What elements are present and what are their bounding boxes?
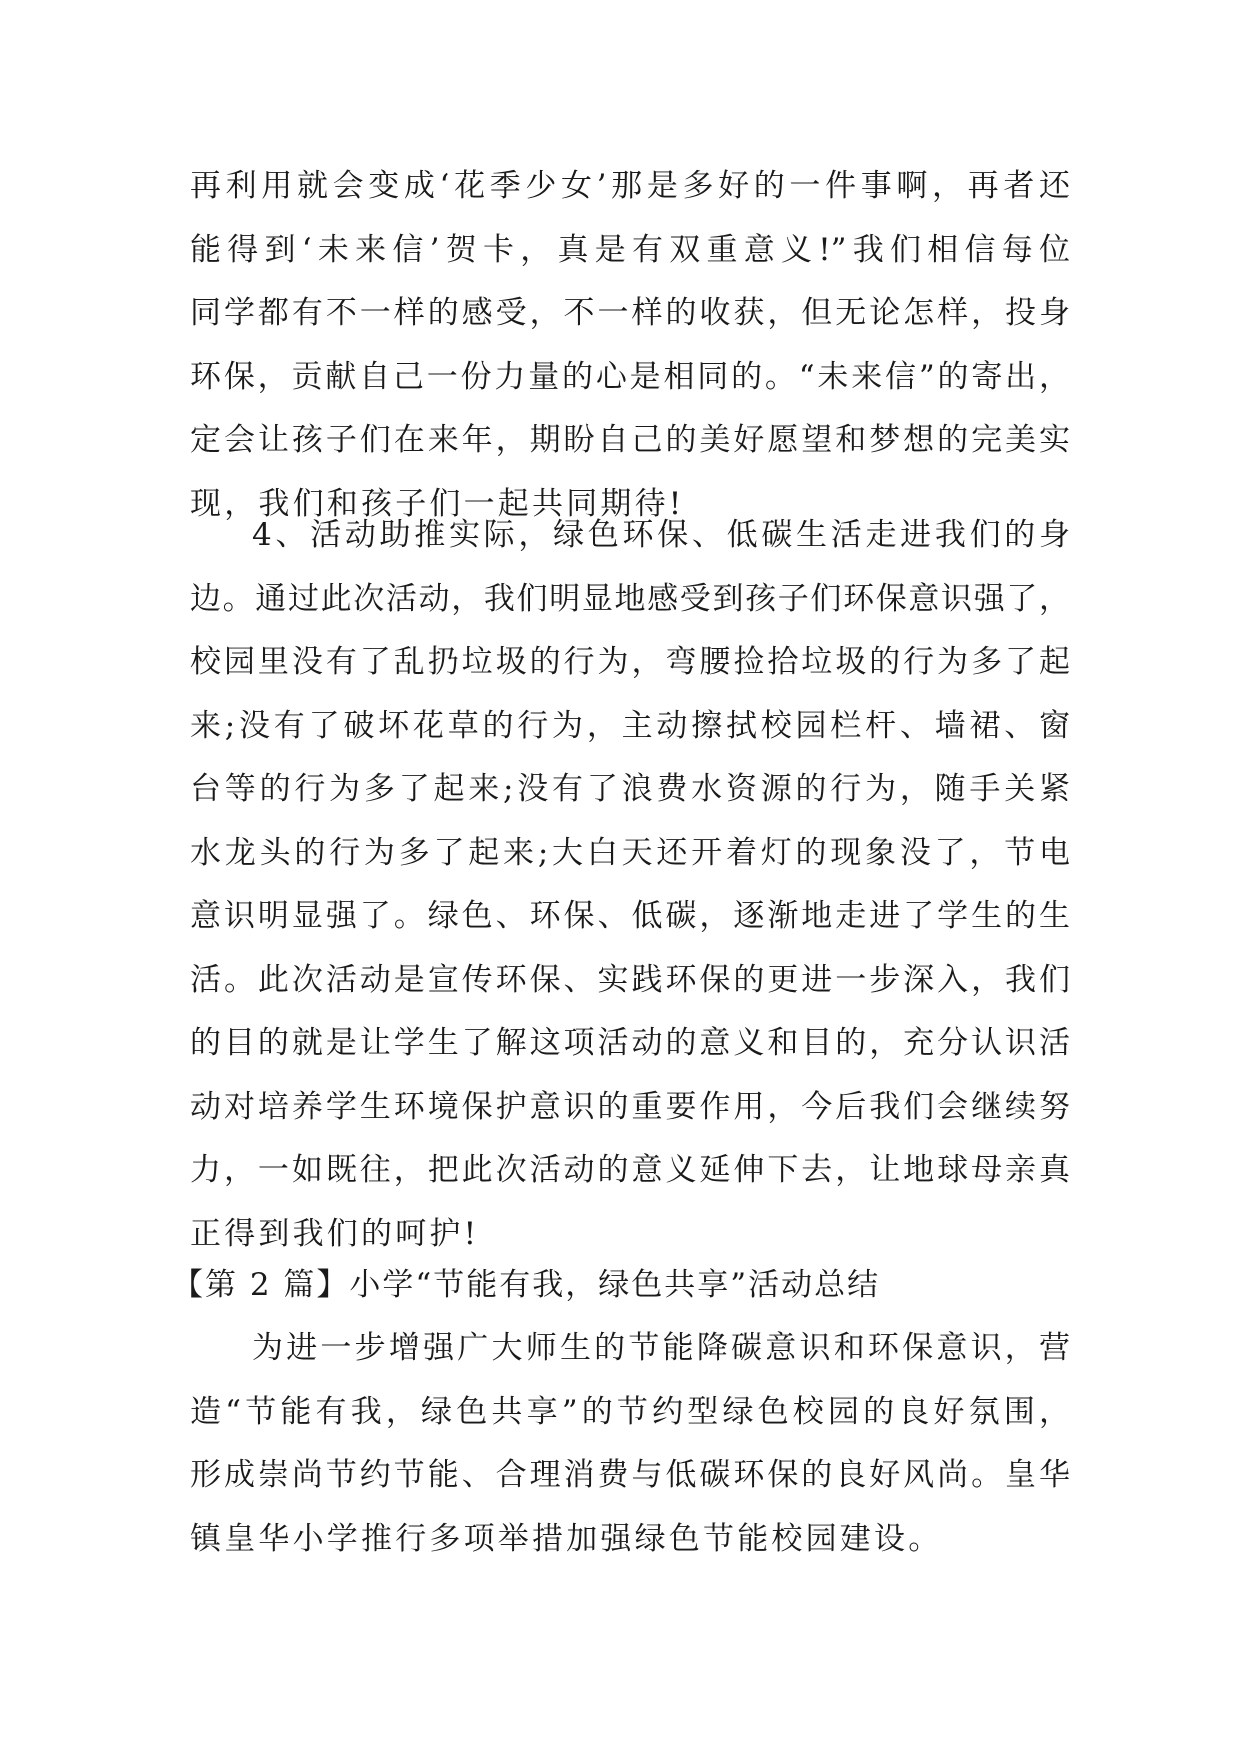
text-line: 台等的行为多了起来;没有了浪费水资源的行为，随手关紧	[190, 771, 1070, 807]
text-line: 为进一步增强广大师生的节能降碳意识和环保意识，营	[252, 1330, 1070, 1366]
text-line: 定会让孩子们在来年，期盼自己的美好愿望和梦想的完美实	[190, 422, 1070, 458]
text-line: 现，我们和孩子们一起共同期待!	[190, 485, 685, 522]
text-line: 造“节能有我，绿色共享”的节约型绿色校园的良好氛围，	[190, 1393, 1070, 1430]
paragraph-2	[190, 504, 1070, 1266]
text-line: 能得到‘未来信’贺卡，真是有双重意义!”我们相信每位	[190, 231, 1070, 268]
text-line: 正得到我们的呵护!	[190, 1215, 480, 1252]
text-line: 形成崇尚节约节能、合理消费与低碳环保的良好风尚。皇华	[190, 1457, 1070, 1493]
text-line: 水龙头的行为多了起来;大白天还开着灯的现象没了，节电	[190, 834, 1070, 871]
text-line: 校园里没有了乱扔垃圾的行为，弯腰捡拾垃圾的行为多了起	[190, 644, 1070, 680]
text-line: 来;没有了破坏花草的行为，主动擦拭校园栏杆、墙裙、窗	[190, 707, 1070, 744]
text-line: 意识明显强了。绿色、环保、低碳，逐渐地走进了学生的生	[190, 898, 1070, 934]
text-line: 力，一如既往，把此次活动的意义延伸下去，让地球母亲真	[190, 1152, 1070, 1188]
text-line: 的目的就是让学生了解这项活动的意义和目的，充分认识活	[190, 1025, 1070, 1061]
paragraph-3	[190, 1317, 1070, 1571]
text-line: 边。通过此次活动，我们明显地感受到孩子们环保意识强了，	[190, 580, 1070, 617]
paragraph-1	[190, 155, 1070, 536]
text-line: 环保，贡献自己一份力量的心是相同的。“未来信”的寄出，	[190, 358, 1070, 395]
section-heading: 【第 2 篇】小学“节能有我，绿色共享”活动总结	[172, 1267, 881, 1303]
text-line: 活。此次活动是宣传环保、实践环保的更进一步深入，我们	[190, 961, 1070, 998]
text-line: 再利用就会变成‘花季少女’那是多好的一件事啊，再者还	[190, 168, 1070, 204]
text-line: 镇皇华小学推行多项举措加强绿色节能校园建设。	[190, 1520, 943, 1557]
text-line: 同学都有不一样的感受，不一样的收获，但无论怎样，投身	[190, 295, 1070, 331]
text-line: 4、活动助推实际，绿色环保、低碳生活走进我们的身	[252, 517, 1070, 553]
text-line: 动对培养学生环境保护意识的重要作用，今后我们会继续努	[190, 1088, 1070, 1125]
